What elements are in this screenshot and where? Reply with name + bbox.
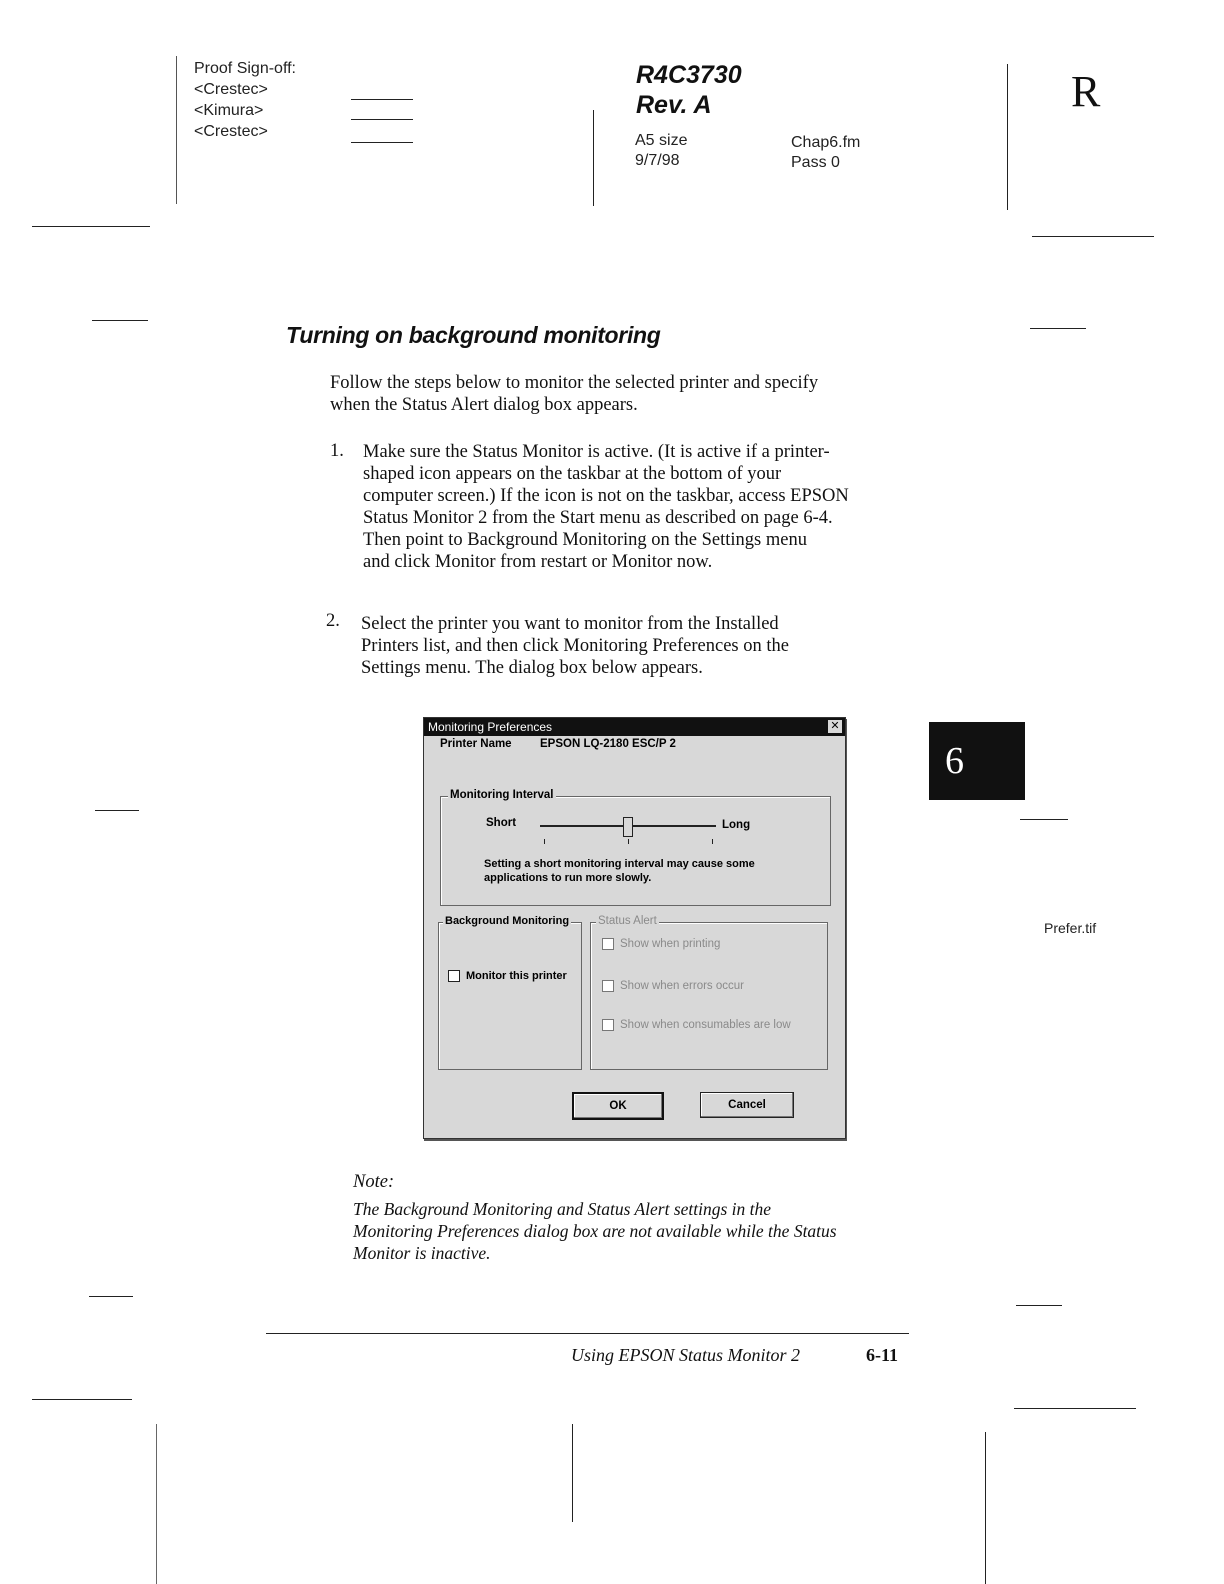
footer-rule	[266, 1333, 909, 1334]
margin-mark	[92, 320, 148, 321]
show-when-errors-checkbox[interactable]	[602, 980, 744, 992]
signoff-name: <Crestec>	[194, 81, 268, 98]
crop-mark	[32, 226, 150, 227]
checkbox-box[interactable]	[448, 970, 460, 982]
crop-mark	[32, 1399, 132, 1400]
intro-line: Follow the steps below to monitor the selected printer and specify	[330, 373, 819, 393]
cancel-button[interactable]: Cancel	[700, 1092, 794, 1118]
crop-mark	[156, 1424, 157, 1584]
doc-size: A5 size	[635, 132, 688, 149]
crop-mark	[1014, 1408, 1136, 1409]
intro-paragraph	[330, 372, 818, 416]
step-number: 1.	[330, 441, 344, 461]
step-number: 2.	[326, 611, 340, 631]
checkbox-box[interactable]	[602, 1019, 614, 1031]
doc-revision: Rev. A	[636, 91, 712, 119]
signoff-rule	[176, 56, 177, 204]
printer-name-label: Printer Name	[440, 738, 512, 750]
long-label: Long	[722, 819, 751, 831]
show-when-printing-label: Show when printing	[620, 938, 721, 951]
doc-file: Chap6.fm	[791, 134, 861, 151]
step-2-text	[361, 613, 789, 679]
header-divider	[1007, 64, 1008, 210]
monitor-this-printer-checkbox[interactable]	[448, 970, 567, 982]
ok-button[interactable]: OK	[572, 1092, 664, 1120]
registration-mark: R	[1071, 67, 1101, 116]
margin-mark	[89, 1296, 133, 1297]
margin-mark	[1020, 819, 1068, 820]
checkbox-box[interactable]	[602, 938, 614, 950]
monitoring-preferences-dialog	[423, 717, 846, 1139]
intro-line: when the Status Alert dialog box appears.	[330, 395, 638, 415]
signoff-name: <Crestec>	[194, 123, 268, 140]
note-line: Monitor is inactive.	[353, 1243, 491, 1263]
step-line: Select the printer you want to monitor from the Installed	[361, 614, 779, 634]
show-when-errors-label: Show when errors occur	[620, 980, 744, 993]
warning-line: Setting a short monitoring interval may cause some	[484, 858, 755, 870]
close-icon[interactable]: ✕	[828, 720, 842, 733]
signoff-blank-line	[351, 142, 413, 143]
signoff-blank-line	[351, 99, 413, 100]
note-body	[353, 1198, 837, 1264]
printer-name-value: EPSON LQ-2180 ESC/P 2	[540, 738, 676, 750]
checkbox-box[interactable]	[602, 980, 614, 992]
step-line: Make sure the Status Monitor is active. (It is active if a printer-	[363, 442, 830, 462]
doc-meta-right	[791, 133, 860, 173]
chapter-tab: 6	[929, 722, 1025, 800]
step-line: and click Monitor from restart or Monitor now.	[363, 552, 713, 572]
signoff-title: Proof Sign-off:	[194, 60, 296, 77]
step-line: shaped icon appears on the taskbar at the bottom of your	[363, 464, 782, 484]
warning-line: applications to run more slowly.	[484, 872, 652, 884]
doc-date: 9/7/98	[635, 152, 680, 169]
step-line: Status Monitor 2 from the Start menu as described on page 6-4.	[363, 508, 833, 528]
slider-thumb[interactable]	[623, 817, 633, 837]
footer-page-number: 6-11	[866, 1345, 899, 1365]
step-line: computer screen.) If the icon is not on the taskbar, access EPSON	[363, 486, 849, 506]
show-when-printing-checkbox[interactable]	[602, 938, 720, 950]
monitoring-interval-group	[440, 796, 831, 906]
note-title: Note:	[353, 1172, 395, 1192]
step-line: Then point to Background Monitoring on the Settings menu	[363, 530, 807, 550]
doc-code: R4C3730	[636, 61, 742, 89]
figure-filename: Prefer.tif	[1044, 920, 1097, 936]
step-line: Printers list, and then click Monitoring Preferences on the	[361, 636, 789, 656]
interval-warning	[484, 857, 755, 885]
monitor-this-printer-label: Monitor this printer	[466, 970, 567, 982]
slider-tick	[544, 839, 545, 844]
background-monitoring-label: Background Monitoring	[445, 915, 570, 927]
note-line: The Background Monitoring and Status Alert settings in the	[353, 1199, 772, 1219]
margin-mark	[95, 810, 139, 811]
monitoring-interval-label: Monitoring Interval	[450, 789, 554, 801]
status-alert-label: Status Alert	[598, 915, 657, 927]
header-divider	[593, 110, 594, 206]
proof-signoff-block	[194, 58, 296, 142]
slider-tick	[628, 839, 629, 844]
doc-code-block	[636, 60, 742, 120]
dialog-title-bar	[424, 718, 845, 736]
section-title: Turning on background monitoring	[286, 322, 661, 348]
step-1-text	[363, 441, 849, 573]
dialog-title: Monitoring Preferences	[428, 720, 553, 734]
background-monitoring-group	[438, 922, 582, 1070]
margin-mark	[1030, 328, 1086, 329]
crop-mark	[1032, 236, 1154, 237]
note-line: Monitoring Preferences dialog box are not available while the Status	[353, 1221, 837, 1241]
footer-chapter-title: Using EPSON Status Monitor 2	[571, 1345, 801, 1365]
doc-meta-left	[635, 131, 687, 171]
crop-mark	[572, 1424, 573, 1522]
doc-pass: Pass 0	[791, 154, 840, 171]
signoff-blank-line	[351, 119, 413, 120]
signoff-name: <Kimura>	[194, 102, 264, 119]
show-when-consumables-checkbox[interactable]	[602, 1019, 791, 1031]
margin-mark	[1016, 1305, 1062, 1306]
interval-slider[interactable]	[540, 817, 716, 847]
step-line: Settings menu. The dialog box below appears.	[361, 658, 703, 678]
slider-tick	[712, 839, 713, 844]
crop-mark	[985, 1432, 986, 1584]
short-label: Short	[486, 817, 517, 829]
show-when-consumables-label: Show when consumables are low	[620, 1019, 791, 1032]
